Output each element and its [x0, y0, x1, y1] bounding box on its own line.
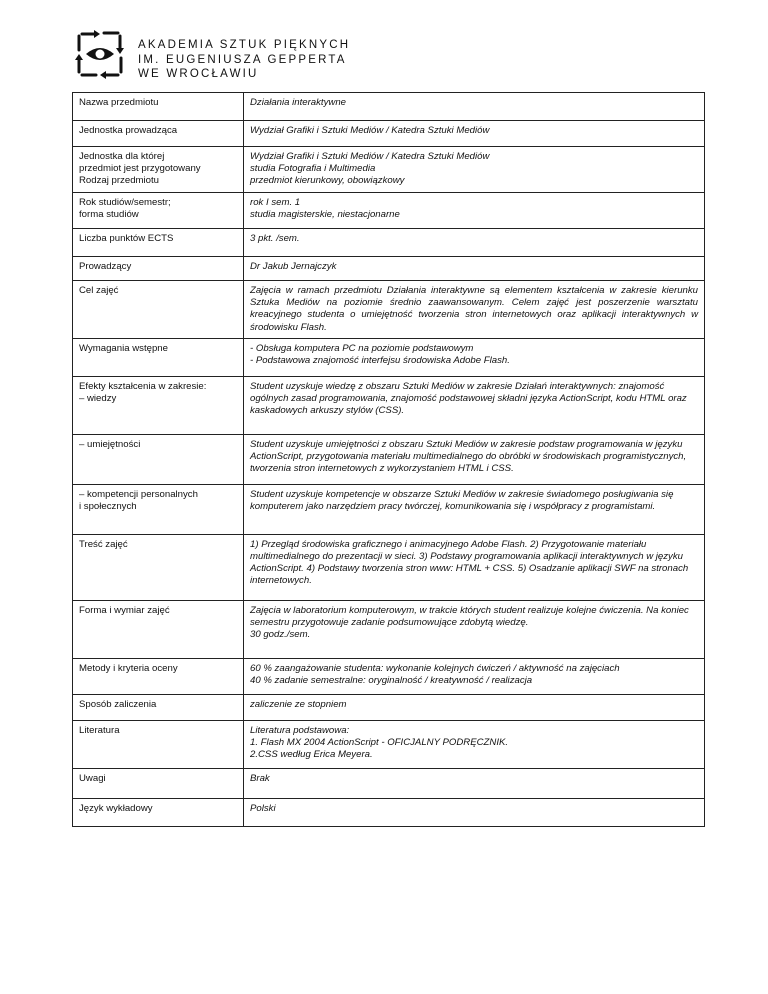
row-label: Jednostka prowadząca — [73, 121, 244, 147]
row-value: Brak — [244, 768, 705, 798]
table-row — [73, 93, 705, 121]
table-row — [73, 281, 705, 339]
table-row — [73, 434, 705, 484]
institution-line: AKADEMIA SZTUK PIĘKNYCH — [138, 39, 351, 51]
row-value: Działania interaktywne — [244, 93, 705, 121]
row-label: – umiejętności — [73, 434, 244, 484]
row-label: Forma i wymiar zajęć — [73, 600, 244, 658]
table-row — [73, 257, 705, 281]
row-value: 1) Przegląd środowiska graficznego i animacyjnego Adobe Flash. 2) Przygotowanie materiału multimedialnego do prezentacji w sieci. 3) Podstawy programowania aplikacji interaktywnych w języku ActionScript. 4) Podstawy tworzenia stron www: HTML + CSS. 5) Osadzanie aplikacji SWF na stronach internetowych. — [244, 534, 705, 600]
institution-line: IM. EUGENIUSZA GEPPERTA — [138, 53, 347, 66]
institution-name — [138, 38, 350, 82]
table-row — [73, 376, 705, 434]
row-label: Rok studiów/semestr; forma studiów — [73, 193, 244, 229]
row-value: Polski — [244, 798, 705, 826]
row-label: Sposób zaliczenia — [73, 694, 244, 720]
institution-line: WE WROCŁAWIU — [138, 68, 259, 80]
row-value: Student uzyskuje wiedzę z obszaru Sztuki Mediów w zakresie Działań interaktywnych: znajomość ogólnych zasad programowania, znajomość podstawowej składni języka ActionScript, kodu HTML oraz kaskadowych arkuszy stylów (CSS). — [244, 376, 705, 434]
row-label: Efekty kształcenia w zakresie: – wiedzy — [73, 376, 244, 434]
row-label: Nazwa przedmiotu — [73, 93, 244, 121]
row-label: Liczba punktów ECTS — [73, 229, 244, 257]
row-value: Literatura podstawowa: 1. Flash MX 2004 ActionScript - OFICJALNY PODRĘCZNIK. 2.CSS według Erica Meyera. — [244, 720, 705, 768]
table-row — [73, 338, 705, 376]
row-label: Uwagi — [73, 768, 244, 798]
table-row — [73, 768, 705, 798]
table-row — [73, 694, 705, 720]
row-value: Wydział Grafiki i Sztuki Mediów / Katedra Sztuki Mediów — [244, 121, 705, 147]
row-label: Prowadzący — [73, 257, 244, 281]
row-value: rok I sem. 1 studia magisterskie, niestacjonarne — [244, 193, 705, 229]
row-value: Student uzyskuje umiejętności z obszaru Sztuki Mediów w zakresie podstaw programowania w języku ActionScript, przygotowania materiału multimedialnego do obróbki w środowiskach programistycznych, tworzenia stron internetowych z wykorzystaniem HTML i CSS. — [244, 434, 705, 484]
table-row — [73, 193, 705, 229]
table-row — [73, 229, 705, 257]
row-value: Wydział Grafiki i Sztuki Mediów / Katedra Sztuki Mediów studia Fotografia i Multimedia przedmiot kierunkowy, obowiązkowy — [244, 147, 705, 193]
table-row — [73, 798, 705, 826]
row-value: Student uzyskuje kompetencje w obszarze Sztuki Mediów w zakresie świadomego posługiwania się komputerem jako narzędziem pracy twórczej, komunikowania się i współpracy z programistami. — [244, 484, 705, 534]
row-value: Zajęcia w ramach przedmiotu Działania interaktywne są elementem kształcenia w zakresie kierunku Sztuka Mediów na poziomie średnio zaawansowanym. Celem zajęć jest poszerzenie warsztatu kreacyjnego studenta o umiejętność tworzenia stron internetowych oraz aplikacji interaktywnych w środowisku Flash. — [244, 281, 705, 339]
document-header — [74, 22, 574, 92]
table-row — [73, 600, 705, 658]
row-value: 3 pkt. /sem. — [244, 229, 705, 257]
row-value: - Obsługa komputera PC na poziomie podstawowym - Podstawowa znajomość interfejsu środowiska Adobe Flash. — [244, 338, 705, 376]
table-row — [73, 534, 705, 600]
row-label: Cel zajęć — [73, 281, 244, 339]
academy-eye-logo-icon — [74, 28, 126, 80]
table-row — [73, 121, 705, 147]
table-row — [73, 658, 705, 694]
row-value: 60 % zaangażowanie studenta: wykonanie kolejnych ćwiczeń / aktywność na zajęciach 40 % zadanie semestralne: oryginalność / kreatywność / realizacja — [244, 658, 705, 694]
table-row — [73, 147, 705, 193]
row-label: Jednostka dla której przedmiot jest przygotowany Rodzaj przedmiotu — [73, 147, 244, 193]
row-label: Literatura — [73, 720, 244, 768]
row-label: Wymagania wstępne — [73, 338, 244, 376]
row-label: – kompetencji personalnych i społecznych — [73, 484, 244, 534]
row-label: Treść zajęć — [73, 534, 244, 600]
syllabus-table — [72, 92, 705, 827]
table-row — [73, 484, 705, 534]
row-label: Metody i kryteria oceny — [73, 658, 244, 694]
table-row — [73, 720, 705, 768]
row-value: zaliczenie ze stopniem — [244, 694, 705, 720]
row-value: Zajęcia w laboratorium komputerowym, w trakcie których student realizuje kolejne ćwiczenia. Na koniec semestru przygotowuje zadanie podsumowujące zdobytą wiedzę. 30 godz./sem. — [244, 600, 705, 658]
row-label: Język wykładowy — [73, 798, 244, 826]
row-value: Dr Jakub Jernajczyk — [244, 257, 705, 281]
